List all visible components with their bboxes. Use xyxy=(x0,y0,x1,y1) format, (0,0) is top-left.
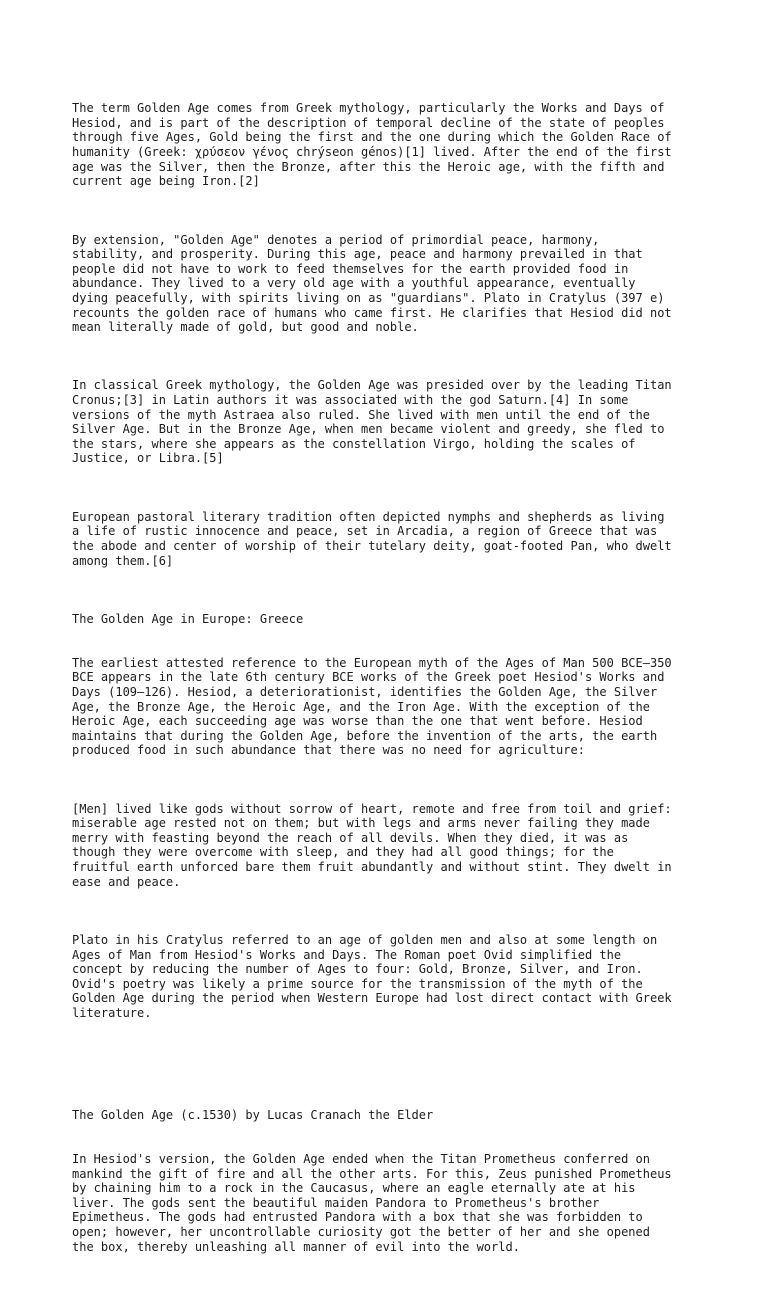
paragraph-extension: By extension, "Golden Age" denotes a period of primordial peace, harmony, stability, and prosperity. During this age, peace and harmony prevailed in that people did not have to work to feed themselves for the earth provided food in abundance. They lived to a very old age with a youthful appearance, eventually dying peacefully, with spirits living on as "guardians". Plato in Cratylus (397 e) recounts the golden race of humans who came first. He clarifies that Hesiod did not mean literally made of gold, but good and noble. xyxy=(72,232,672,335)
section-heading-greece: The Golden Age in Europe: Greece xyxy=(72,611,304,626)
paragraph-pastoral: European pastoral literary tradition often depicted nymphs and shepherds as living a life of rustic innocence and peace, set in Arcadia, a region of Greece that was the abode and center of worship of their tutelary deity, goat-footed Pan, who dwelt among them.[6] xyxy=(72,509,672,568)
paragraph-quote: [Men] lived like gods without sorrow of heart, remote and free from toil and grief: miserable age rested not on them; but with legs and arms never failing they made merry with feasting beyond the reach of all devils. When they died, it was as though they were overcome with sleep, and they had all good things; for the fruitful earth unforced bare them fruit abundantly and without stint. They dwelt in ease and peace. xyxy=(72,801,672,889)
paragraph-origin: The term Golden Age comes from Greek mythology, particularly the Works and Days of Hesiod, and is part of the description of temporal decline of the state of peoples through five Ages, Gold being the first and the one during which the Golden Race of humanity (Greek: χρύσεον γένος chrýseon génos)[1] lived. After the end of the first age was the Silver, then the Bronze, after this the Heroic age, with the fifth and current age being Iron.[2] xyxy=(72,101,672,189)
blank-line xyxy=(72,1064,702,1079)
paragraph-classical: In classical Greek mythology, the Golden Age was presided over by the leading Titan Cronus;[3] in Latin authors it was associated with the god Saturn.[4] In some versions of the myth Astraea also ruled. She lived with men until the end of the Silver Age. But in the Bronze Age, when men became violent and greedy, she fled to the stars, where she appears as the constellation Virgo, holding the scales of Justice, or Libra.[5] xyxy=(72,378,672,466)
paragraph-plato: Plato in his Cratylus referred to an age of golden men and also at some length on Ages of Man from Hesiod's Works and Days. The Roman poet Ovid simplified the concept by reducing the number of Ages to four: Gold, Bronze, Silver, and Iron. Ovid's poetry was likely a prime source for the transmission of the myth of the Golden Age during the period when Western Europe had lost direct contact with Greek literature. xyxy=(72,933,672,1020)
paragraph-earliest-reference: The earliest attested reference to the European myth of the Ages of Man 500 BCE–350 BCE appears in the late 6th century BCE works of the Greek poet Hesiod's Works and Days (109–126). Hesiod, a deteriorationist, identifies the Golden Age, the Silver Age, the Bronze Age, the Heroic Age, and the Iron Age. With the exception of the Heroic Age, each succeeding age was worse than the one that went before. Hesiod maintains that during the Golden Age, before the invention of the arts, the earth produced food in such abundance that there was no need for agriculture: xyxy=(72,655,672,758)
image-caption: The Golden Age (c.1530) by Lucas Cranach the Elder xyxy=(72,1108,434,1123)
document-body xyxy=(72,72,702,1298)
paragraph-prometheus: In Hesiod's version, the Golden Age ended when the Titan Prometheus conferred on mankind the gift of fire and all the other arts. For this, Zeus punished Prometheus by chaining him to a rock in the Caucasus, where an eagle eternally ate at his liver. The gods sent the beautiful maiden Pandora to Prometheus's brother Epimetheus. The gods had entrusted Pandora with a box that she was forbidden to open; however, her uncontrollable curiosity got the better of her and she opened the box, thereby unleashing all manner of evil into the world. xyxy=(72,1151,672,1254)
